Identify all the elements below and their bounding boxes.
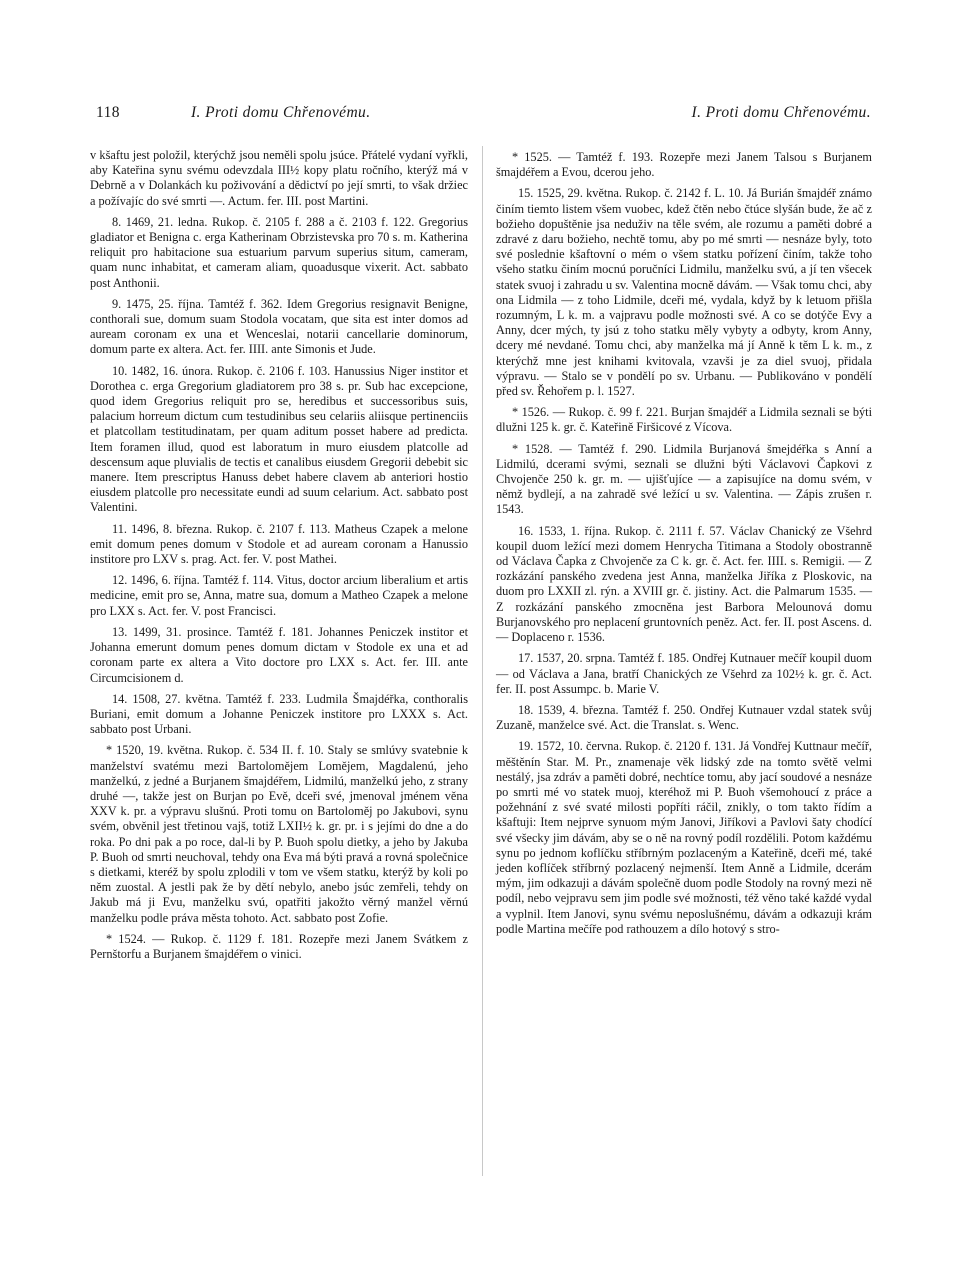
entry-1528: * 1528. — Tamtéž f. 290. Lidmila Burjanová šmejdéřka s Anní a Lidmilú, dcerami svými, seznali se dlužni býti Václavovi Čapkovi z Chvojenče 250 k. gr. m. — ujišťujíce — a zapisujíce na domu svém, v němž bydlejí, a na zahradě své ležící u sv. Valentina. — Zápis zrušen r. 1543. (496, 441, 872, 517)
entry-14: 14. 1508, 27. května. Tamtéž f. 233. Ludmila Šmajdéřka, conthoralis Buriani, emit domum a Johanne Peniczek institore pro LXXX s. Act. sabbato post Urbani. (90, 691, 468, 737)
entry-15: 15. 1525, 29. května. Rukop. č. 2142 f. L. 10. Já Burián šmajdéř známo činím tiemto listem všem vuobec, kdež čtěn nebo čtúce slyšán bude, že ač z božieho dopuštěnie jsa neduživ na těle svém, ale rozumu a paměti dobré a zdravé z daru božieho, nechtě tomu, aby po mé smrti — nesnáze byly, toto své poslednie kšaftovní o mém o všem statku pořízení činím, takže toho všeho statku činím mocnú poručníci Lidmilu, manželku svú, a jí ten všecek statek svuoj i zahradu u sv. Valentina mocně dávám. — Však tomu chci, aby ona Lidmila — z toho Lidmile, dceři mé, vydala, když by k letuom přišla rozumným, L k. m. a vajpravu podle možnosti své. A co se dotýče Evy a Anny, dcer mých, ty jsú z toho statku měly vybyty a odbyty, krom Anny, dcery mé nevdané. Tomu chci, aby manželka má jí Anně k těm L k. m., z kterýchž mne jest knihami kvitovala, vzavši je za diel svuoj, přidala výpravu. — Stalo se v pondělí po sv. Urbanu. — Publikováno v pondělí před sv. Řehořem p. l. 1527. (496, 186, 872, 399)
entry-1526: * 1526. — Rukop. č. 99 f. 221. Burjan šmajdéř a Lidmila seznali se býti dlužni 125 k. gr. č. Kateřině Firšicové z Vícova. (496, 405, 872, 435)
entry-1520: * 1520, 19. května. Rukop. č. 534 II. f. 10. Staly se smlúvy svatebnie k manželství svatému mezi Bartolomějem Lomějem, Magdalenú, jeho manželkú, z jedné a Burjanem šmajdéřem, Lidmilú, manželkú jeho, z strany druhé —, takže jest on Burjan po Evě, dceři své, jmenoval jménem věna XXV k. pr. a výpravu slušnú. Proti tomu on Bartoloměj po Jakubovi, synu svém, obvěnil jest třetinou vajš, totiž LXII½ k. gr. pr. i s jejími do dne a do roka. Po dni pak a po roce, dal-li by P. Buoh spolu dietky, a jeho by Jakuba P. Buoh od smrti neuchoval, tehdy ona Eva má býti pravá a rovná společnice s dietkami, kteréž by spolu zplodili v tom ve všem statku, kterýž by koli po něm zuostal. A jestli pak že by dětí nebylo, anebo jsúc zemřeli, tehdy on Jakub má ji Evu, manželku svú, opatřiti jakožto věrný manžel věrnú manželku podle práva města tohoto. Act. sabbato post Zofie. (90, 743, 468, 925)
left-column (90, 148, 468, 968)
entry-8: 8. 1469, 21. ledna. Rukop. č. 2105 f. 288 a č. 2103 f. 122. Gregorius gladiator et Benigna c. erga Katherinam Obrzistevska pro 70 s. m. Katherina reliquit pro habitacione sua estuarium parvum superius situm, cameram, quam nunc inhabitat, et cameram aliam, quoadusque vixerit. Act. sabbato post Anthonii. (90, 214, 468, 290)
entry-9: 9. 1475, 25. října. Tamtéž f. 362. Idem Gregorius resignavit Benigne, conthorali sue, domum suam Stodola vocatam, que sita est inter domos ad auream coronam ex una et Wenceslai, notarii cancellarie dominorum, domum parte ex altera. Act. fer. IIII. ante Simonis et Jude. (90, 296, 468, 357)
entry-10: 10. 1482, 16. února. Rukop. č. 2106 f. 103. Hanussius Niger institor et Dorothea c. erga Gregorium gladiatorem pro 38 s. pr. Sub hac excepcione, quod idem Gregorius reliquit pro se, heredibus et successoribus suis, palacium horreum dictum cum testudinibus seu celariis aliisque pertinenciis et platcollam testitudinatam, per quam aditum posset habere ad predicta. Item foramen illud, quod est laboratum in muro eiusdem platcolle ad descensum aque pluvialis de tectis et canalibus eiusdem Gregorii debebit sic manere. Item prescriptus Hanuss debet habere clavem ab anteriori hostio eiusdem platcolle pro necessitate eundi ad suum celarium. Act. sabbato post Valentini. (90, 363, 468, 515)
running-head-left: I. Proti domu Chřenovému. (191, 104, 371, 121)
entry-13: 13. 1499, 31. prosince. Tamtéž f. 181. Johannes Peniczek institor et Johanna emerunt domum penes domum dictam v Stodole ex una et ad coronam parte ex altera a Vito doctore pro LXX s. Act. fer. III. ante Circumcisionem d. (90, 624, 468, 685)
page-number: 118 (96, 104, 120, 121)
page-header (96, 104, 871, 128)
entry-18: 18. 1539, 4. března. Tamtéž f. 250. Ondřej Kutnauer vzdal statek svůj Zuzaně, manželce své. Act. die Translat. s. Wenc. (496, 702, 872, 733)
entry-continued: v kšaftu jest položil, kterýchž jsou neměli spolu jsúce. Přátelé vydaní vyřkli, aby Kateřina synu svému odevzdala III½ kopy platu ročního, kterýž má v Debrně a v Dolankách ku poživování a dědictví po její smrti, to však držiec a požívajíc do své smrti —. Actum. fer. III. post Martini. (90, 148, 468, 208)
column-divider (482, 146, 483, 1176)
entry-17: 17. 1537, 20. srpna. Tamtéž f. 185. Ondřej Kutnauer mečíř koupil duom — od Václava a Jana, bratří Chanických ze Všehrd za 102½ k. gr. č. Act. fer. II. post Assumpc. b. Marie V. (496, 651, 872, 696)
entry-11: 11. 1496, 8. března. Rukop. č. 2107 f. 113. Matheus Czapek a melone emit domum penes domum v Stodole et ad auream coronam a Hanussio institore pro LXV s. prag. Act. fer. V. post Mathei. (90, 521, 468, 567)
entry-19: 19. 1572, 10. června. Rukop. č. 2120 f. 131. Já Vondřej Kuttnaur mečíř, měštěnín Star. M. Pr., znamenaje věk lidský zde na tomto světě velmi nestálý, jsa zdráv a paměti dobré, nechtíce tomu, aby jací soudové a nesnáze po smrti mé vo statek muoj, kteréhož mi P. Buoh všemohoucí z práce a požehnání z své svaté milosti popříti ráčil, znikly, o tom takto řídím a kšaftuji: Item nejprve synuom mým Janovi, Jiříkovi a Pavlovi šaty chodící své všecky jim dávám, aby se o ně na rovný podíl rozdělili. Potom každému synu po jednom koflíčku stříbrným pozlaceným a Kateřině, dceři mé, také jeden koflíček stříbrný pozlacený nejmenší. Item Anně a Lidmile, dcerám mým, jim odkazuji a dávám společně duom podle Stodoly na rovný mezi ně podíl, nebo vejpravu sem jim podle své možnosti, též věno také každé vydal a vyplnil. Item Janovi, synu svému neposlušnému, dávám a odkazuji krám podle Martina mečíře pod rathouzem a dílo hotový s stro- (496, 739, 872, 936)
entry-16: 16. 1533, 1. října. Rukop. č. 2111 f. 57. Václav Chanický ze Všehrd koupil duom ležící mezi domem Henrycha Titimana a Stodoly obostranně od Václava Čapka z Chvojenče za C k. gr. č. Act. fer. IIII. s. Remigii. — Z rozkázání panského zvedena jest Anna, manželka Jiříka z Ploskovic, na duom pro LXXII zl. rýn. a XVIII gr. č. jistiny. Act. die Palmarum 1535. — Z rozkázání panského zmocněna jest Barbora Melounová domu Burjanovského pro neplacení gruntovních peněz. Act. fer. II. post Ascens. d. — Doplaceno r. 1536. (496, 523, 872, 645)
running-head-right: I. Proti domu Chřenovému. (691, 104, 871, 121)
entry-1524: * 1524. — Rukop. č. 1129 f. 181. Rozepře mezi Janem Svátkem z Pernštorfu a Burjanem šmajdéřem o vinici. (90, 931, 468, 961)
entry-12: 12. 1496, 6. října. Tamtéž f. 114. Vitus, doctor arcium liberalium et artis medicine, emit pro se, Anna, matre sua, domum a Matheo Czapek a melone pro LXX s. Act. fer. V. post Francisci. (90, 573, 468, 618)
right-column (496, 150, 872, 943)
entry-1525: * 1525. — Tamtéž f. 193. Rozepře mezi Janem Talsou s Burjanem šmajdéřem a Evou, dcerou jeho. (496, 150, 872, 180)
